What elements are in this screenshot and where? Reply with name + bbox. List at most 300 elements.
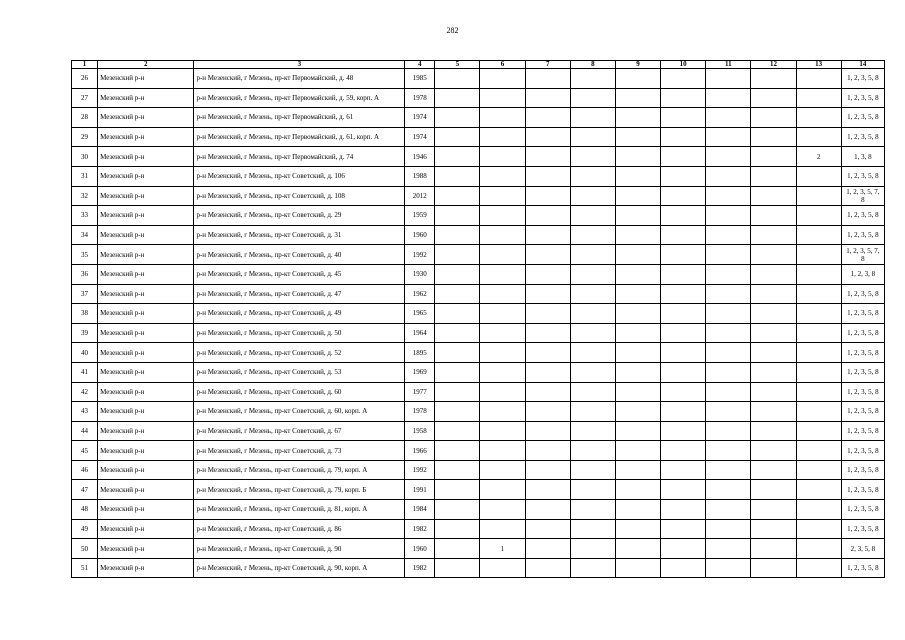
cell-col-12 (751, 441, 796, 461)
cell-col-8 (570, 166, 615, 186)
cell-col-13 (796, 421, 841, 441)
cell-col-8 (570, 402, 615, 422)
cell-address: р-н Мезенский, г Мезень, пр-кт Советский, д. 67 (194, 421, 405, 441)
cell-build-year: 1978 (405, 88, 435, 108)
cell-col-12 (751, 166, 796, 186)
cell-build-year: 1964 (405, 323, 435, 343)
cell-col-11 (706, 127, 751, 147)
cell-col-7 (525, 500, 570, 520)
cell-col-5 (435, 186, 480, 206)
cell-col-7 (525, 539, 570, 559)
cell-col-11 (706, 206, 751, 226)
cell-col-14: 1, 2, 3, 5, 8 (841, 558, 884, 578)
cell-district: Мезенский р-н (98, 225, 194, 245)
cell-address: р-н Мезенский, г Мезень, пр-кт Советский, д. 52 (194, 343, 405, 363)
cell-col-13 (796, 539, 841, 559)
cell-col-8 (570, 127, 615, 147)
cell-col-8 (570, 108, 615, 128)
cell-col-14: 1, 2, 3, 5, 8 (841, 441, 884, 461)
cell-build-year: 2012 (405, 186, 435, 206)
cell-col-10 (661, 225, 706, 245)
cell-col-10 (661, 382, 706, 402)
cell-build-year: 1982 (405, 558, 435, 578)
cell-address: р-н Мезенский, г Мезень, пр-кт Первомайский, д. 48 (194, 69, 405, 89)
cell-col-7 (525, 284, 570, 304)
cell-col-5 (435, 245, 480, 265)
cell-col-5 (435, 558, 480, 578)
cell-col-12 (751, 88, 796, 108)
cell-col-6 (480, 519, 525, 539)
cell-col-13 (796, 362, 841, 382)
cell-col-13 (796, 441, 841, 461)
cell-col-8 (570, 421, 615, 441)
cell-col-8 (570, 441, 615, 461)
housing-register-table (71, 60, 885, 578)
cell-build-year: 1978 (405, 402, 435, 422)
cell-district: Мезенский р-н (98, 460, 194, 480)
cell-col-14: 1, 2, 3, 5, 8 (841, 225, 884, 245)
cell-col-12 (751, 362, 796, 382)
cell-district: Мезенский р-н (98, 284, 194, 304)
cell-col-6 (480, 500, 525, 520)
cell-build-year: 1969 (405, 362, 435, 382)
cell-col-9 (615, 108, 660, 128)
cell-col-7 (525, 147, 570, 167)
cell-district: Мезенский р-н (98, 558, 194, 578)
cell-col-9 (615, 206, 660, 226)
cell-col-10 (661, 343, 706, 363)
cell-district: Мезенский р-н (98, 539, 194, 559)
cell-col-6 (480, 245, 525, 265)
cell-col-13 (796, 264, 841, 284)
table-row (72, 147, 885, 167)
cell-col-13 (796, 343, 841, 363)
cell-address: р-н Мезенский, г Мезень, пр-кт Советский, д. 86 (194, 519, 405, 539)
cell-col-10 (661, 323, 706, 343)
cell-col-5 (435, 127, 480, 147)
cell-row-number: 40 (72, 343, 98, 363)
cell-col-5 (435, 421, 480, 441)
cell-build-year: 1974 (405, 127, 435, 147)
cell-col-14: 1, 2, 3, 5, 8 (841, 323, 884, 343)
cell-row-number: 44 (72, 421, 98, 441)
cell-address: р-н Мезенский, г Мезень, пр-кт Советский, д. 40 (194, 245, 405, 265)
cell-col-9 (615, 480, 660, 500)
page-number: 282 (446, 26, 459, 35)
cell-col-5 (435, 402, 480, 422)
cell-col-9 (615, 343, 660, 363)
cell-col-12 (751, 127, 796, 147)
column-header-8: 8 (570, 61, 615, 69)
cell-row-number: 41 (72, 362, 98, 382)
cell-col-12 (751, 500, 796, 520)
cell-col-14: 1, 2, 3, 5, 8 (841, 304, 884, 324)
cell-col-7 (525, 127, 570, 147)
cell-col-7 (525, 460, 570, 480)
header-row (72, 61, 885, 69)
cell-col-14: 1, 2, 3, 5, 8 (841, 343, 884, 363)
cell-col-7 (525, 382, 570, 402)
cell-col-8 (570, 500, 615, 520)
cell-col-7 (525, 108, 570, 128)
cell-col-9 (615, 284, 660, 304)
cell-col-5 (435, 304, 480, 324)
cell-row-number: 26 (72, 69, 98, 89)
cell-row-number: 33 (72, 206, 98, 226)
cell-col-14: 1, 2, 3, 5, 8 (841, 421, 884, 441)
cell-col-11 (706, 382, 751, 402)
cell-col-14: 2, 3, 5, 8 (841, 539, 884, 559)
table-row (72, 558, 885, 578)
cell-col-8 (570, 225, 615, 245)
cell-col-7 (525, 69, 570, 89)
cell-col-8 (570, 382, 615, 402)
cell-col-6 (480, 264, 525, 284)
cell-col-6 (480, 284, 525, 304)
cell-col-7 (525, 206, 570, 226)
cell-col-14: 1, 2, 3, 5, 8 (841, 480, 884, 500)
cell-col-13 (796, 284, 841, 304)
cell-col-12 (751, 69, 796, 89)
cell-col-9 (615, 323, 660, 343)
cell-col-13 (796, 480, 841, 500)
cell-col-7 (525, 323, 570, 343)
cell-col-8 (570, 558, 615, 578)
cell-col-12 (751, 304, 796, 324)
cell-build-year: 1982 (405, 519, 435, 539)
cell-col-7 (525, 245, 570, 265)
cell-address: р-н Мезенский, г Мезень, пр-кт Советский, д. 31 (194, 225, 405, 245)
cell-district: Мезенский р-н (98, 441, 194, 461)
cell-col-6 (480, 108, 525, 128)
cell-col-6 (480, 421, 525, 441)
cell-col-6 (480, 206, 525, 226)
cell-row-number: 46 (72, 460, 98, 480)
cell-row-number: 28 (72, 108, 98, 128)
cell-col-5 (435, 519, 480, 539)
cell-col-10 (661, 519, 706, 539)
cell-col-7 (525, 362, 570, 382)
cell-build-year: 1991 (405, 480, 435, 500)
cell-address: р-н Мезенский, г Мезень, пр-кт Советский, д. 47 (194, 284, 405, 304)
cell-col-14: 1, 2, 3, 5, 8 (841, 519, 884, 539)
cell-col-9 (615, 460, 660, 480)
cell-col-11 (706, 323, 751, 343)
cell-address: р-н Мезенский, г Мезень, пр-кт Советский, д. 73 (194, 441, 405, 461)
cell-col-5 (435, 441, 480, 461)
cell-col-5 (435, 480, 480, 500)
cell-col-14: 1, 2, 3, 8 (841, 264, 884, 284)
cell-col-11 (706, 245, 751, 265)
cell-col-13 (796, 186, 841, 206)
cell-district: Мезенский р-н (98, 127, 194, 147)
cell-district: Мезенский р-н (98, 500, 194, 520)
cell-row-number: 31 (72, 166, 98, 186)
table-row (72, 206, 885, 226)
cell-col-12 (751, 421, 796, 441)
cell-build-year: 1974 (405, 108, 435, 128)
cell-district: Мезенский р-н (98, 245, 194, 265)
cell-build-year: 1992 (405, 245, 435, 265)
column-header-10: 10 (661, 61, 706, 69)
cell-col-11 (706, 558, 751, 578)
table-row (72, 402, 885, 422)
cell-col-5 (435, 362, 480, 382)
cell-col-6 (480, 304, 525, 324)
cell-row-number: 51 (72, 558, 98, 578)
cell-col-10 (661, 127, 706, 147)
cell-col-9 (615, 186, 660, 206)
cell-district: Мезенский р-н (98, 519, 194, 539)
column-header-11: 11 (706, 61, 751, 69)
cell-build-year: 1958 (405, 421, 435, 441)
cell-col-14: 1, 2, 3, 5, 8 (841, 88, 884, 108)
cell-address: р-н Мезенский, г Мезень, пр-кт Первомайский, д. 61, корп. А (194, 127, 405, 147)
cell-col-12 (751, 225, 796, 245)
cell-col-12 (751, 519, 796, 539)
cell-district: Мезенский р-н (98, 402, 194, 422)
cell-col-5 (435, 88, 480, 108)
cell-district: Мезенский р-н (98, 362, 194, 382)
cell-col-14: 1, 2, 3, 5, 8 (841, 69, 884, 89)
cell-col-14: 1, 3, 8 (841, 147, 884, 167)
cell-col-11 (706, 69, 751, 89)
cell-address: р-н Мезенский, г Мезень, пр-кт Советский, д. 50 (194, 323, 405, 343)
cell-col-10 (661, 362, 706, 382)
column-header-14: 14 (841, 61, 884, 69)
cell-col-7 (525, 402, 570, 422)
cell-col-9 (615, 88, 660, 108)
cell-col-14: 1, 2, 3, 5, 7, 8 (841, 245, 884, 265)
cell-district: Мезенский р-н (98, 480, 194, 500)
cell-col-8 (570, 147, 615, 167)
cell-col-7 (525, 186, 570, 206)
cell-col-14: 1, 2, 3, 5, 8 (841, 362, 884, 382)
cell-col-13 (796, 88, 841, 108)
table-row (72, 108, 885, 128)
table-row (72, 69, 885, 89)
cell-col-11 (706, 441, 751, 461)
table-row (72, 284, 885, 304)
table-row (72, 441, 885, 461)
cell-col-14: 1, 2, 3, 5, 8 (841, 402, 884, 422)
cell-district: Мезенский р-н (98, 421, 194, 441)
cell-col-13: 2 (796, 147, 841, 167)
cell-col-6 (480, 402, 525, 422)
cell-col-11 (706, 166, 751, 186)
column-header-1: 1 (72, 61, 98, 69)
cell-col-9 (615, 362, 660, 382)
cell-col-9 (615, 382, 660, 402)
cell-row-number: 32 (72, 186, 98, 206)
cell-build-year: 1895 (405, 343, 435, 363)
column-header-3: 3 (194, 61, 405, 69)
cell-col-8 (570, 343, 615, 363)
cell-district: Мезенский р-н (98, 186, 194, 206)
cell-col-14: 1, 2, 3, 5, 8 (841, 108, 884, 128)
cell-col-5 (435, 539, 480, 559)
cell-col-8 (570, 519, 615, 539)
cell-col-10 (661, 264, 706, 284)
cell-col-10 (661, 166, 706, 186)
cell-col-6 (480, 69, 525, 89)
cell-col-10 (661, 460, 706, 480)
cell-col-5 (435, 166, 480, 186)
table-row (72, 421, 885, 441)
cell-col-7 (525, 519, 570, 539)
cell-address: р-н Мезенский, г Мезень, пр-кт Советский, д. 45 (194, 264, 405, 284)
cell-col-13 (796, 206, 841, 226)
table-row (72, 539, 885, 559)
cell-col-6 (480, 186, 525, 206)
cell-district: Мезенский р-н (98, 88, 194, 108)
cell-col-11 (706, 460, 751, 480)
table-row (72, 166, 885, 186)
table-row (72, 304, 885, 324)
cell-col-6 (480, 225, 525, 245)
cell-col-9 (615, 519, 660, 539)
cell-col-12 (751, 460, 796, 480)
column-header-6: 6 (480, 61, 525, 69)
cell-col-10 (661, 558, 706, 578)
table-row (72, 362, 885, 382)
cell-build-year: 1930 (405, 264, 435, 284)
cell-col-10 (661, 88, 706, 108)
cell-col-11 (706, 539, 751, 559)
cell-row-number: 50 (72, 539, 98, 559)
cell-col-12 (751, 480, 796, 500)
cell-address: р-н Мезенский, г Мезень, пр-кт Советский, д. 90, корп. А (194, 558, 405, 578)
cell-col-6 (480, 460, 525, 480)
cell-col-11 (706, 421, 751, 441)
cell-col-10 (661, 402, 706, 422)
cell-col-12 (751, 402, 796, 422)
cell-build-year: 1992 (405, 460, 435, 480)
cell-col-14: 1, 2, 3, 5, 8 (841, 500, 884, 520)
cell-address: р-н Мезенский, г Мезень, пр-кт Советский, д. 90 (194, 539, 405, 559)
cell-col-12 (751, 558, 796, 578)
cell-row-number: 29 (72, 127, 98, 147)
cell-district: Мезенский р-н (98, 69, 194, 89)
cell-district: Мезенский р-н (98, 323, 194, 343)
cell-col-8 (570, 460, 615, 480)
cell-col-9 (615, 245, 660, 265)
cell-col-10 (661, 284, 706, 304)
cell-build-year: 1988 (405, 166, 435, 186)
table-row (72, 323, 885, 343)
cell-col-14: 1, 2, 3, 5, 8 (841, 460, 884, 480)
cell-col-12 (751, 264, 796, 284)
cell-col-9 (615, 539, 660, 559)
cell-col-5 (435, 460, 480, 480)
cell-address: р-н Мезенский, г Мезень, пр-кт Советский, д. 60, корп. А (194, 402, 405, 422)
cell-col-10 (661, 304, 706, 324)
cell-col-12 (751, 284, 796, 304)
cell-col-14: 1, 2, 3, 5, 7, 8 (841, 186, 884, 206)
cell-col-6 (480, 343, 525, 363)
cell-col-9 (615, 500, 660, 520)
cell-col-8 (570, 539, 615, 559)
cell-district: Мезенский р-н (98, 304, 194, 324)
cell-address: р-н Мезенский, г Мезень, пр-кт Первомайский, д. 74 (194, 147, 405, 167)
cell-district: Мезенский р-н (98, 166, 194, 186)
cell-col-11 (706, 147, 751, 167)
cell-district: Мезенский р-н (98, 343, 194, 363)
cell-col-5 (435, 500, 480, 520)
cell-col-13 (796, 500, 841, 520)
cell-col-11 (706, 304, 751, 324)
cell-col-13 (796, 166, 841, 186)
cell-col-13 (796, 519, 841, 539)
table-row (72, 264, 885, 284)
cell-col-12 (751, 382, 796, 402)
cell-address: р-н Мезенский, г Мезень, пр-кт Советский, д. 106 (194, 166, 405, 186)
cell-address: р-н Мезенский, г Мезень, пр-кт Советский, д. 60 (194, 382, 405, 402)
cell-district: Мезенский р-н (98, 264, 194, 284)
table-row (72, 88, 885, 108)
cell-build-year: 1959 (405, 206, 435, 226)
cell-col-7 (525, 304, 570, 324)
column-header-4: 4 (405, 61, 435, 69)
cell-col-13 (796, 127, 841, 147)
cell-col-10 (661, 69, 706, 89)
cell-col-5 (435, 225, 480, 245)
column-header-5: 5 (435, 61, 480, 69)
cell-col-7 (525, 480, 570, 500)
cell-col-11 (706, 186, 751, 206)
cell-address: р-н Мезенский, г Мезень, пр-кт Советский, д. 79, корп. А (194, 460, 405, 480)
cell-col-9 (615, 558, 660, 578)
cell-col-13 (796, 225, 841, 245)
column-header-13: 13 (796, 61, 841, 69)
cell-build-year: 1977 (405, 382, 435, 402)
cell-row-number: 49 (72, 519, 98, 539)
cell-row-number: 47 (72, 480, 98, 500)
cell-address: р-н Мезенский, г Мезень, пр-кт Советский, д. 108 (194, 186, 405, 206)
cell-row-number: 27 (72, 88, 98, 108)
cell-build-year: 1946 (405, 147, 435, 167)
cell-col-9 (615, 127, 660, 147)
cell-col-9 (615, 225, 660, 245)
cell-col-11 (706, 362, 751, 382)
cell-col-14: 1, 2, 3, 5, 8 (841, 382, 884, 402)
cell-col-10 (661, 480, 706, 500)
cell-col-8 (570, 88, 615, 108)
cell-address: р-н Мезенский, г Мезень, пр-кт Советский, д. 79, корп. Б (194, 480, 405, 500)
cell-col-12 (751, 323, 796, 343)
cell-col-10 (661, 186, 706, 206)
cell-col-9 (615, 421, 660, 441)
cell-col-12 (751, 147, 796, 167)
cell-col-10 (661, 108, 706, 128)
column-header-12: 12 (751, 61, 796, 69)
cell-row-number: 38 (72, 304, 98, 324)
column-header-9: 9 (615, 61, 660, 69)
cell-col-8 (570, 284, 615, 304)
cell-build-year: 1960 (405, 225, 435, 245)
cell-row-number: 36 (72, 264, 98, 284)
cell-col-8 (570, 362, 615, 382)
table-row (72, 127, 885, 147)
cell-col-7 (525, 343, 570, 363)
cell-col-9 (615, 166, 660, 186)
table-row (72, 343, 885, 363)
cell-col-6 (480, 558, 525, 578)
cell-col-11 (706, 519, 751, 539)
cell-col-10 (661, 206, 706, 226)
cell-col-9 (615, 147, 660, 167)
cell-row-number: 39 (72, 323, 98, 343)
